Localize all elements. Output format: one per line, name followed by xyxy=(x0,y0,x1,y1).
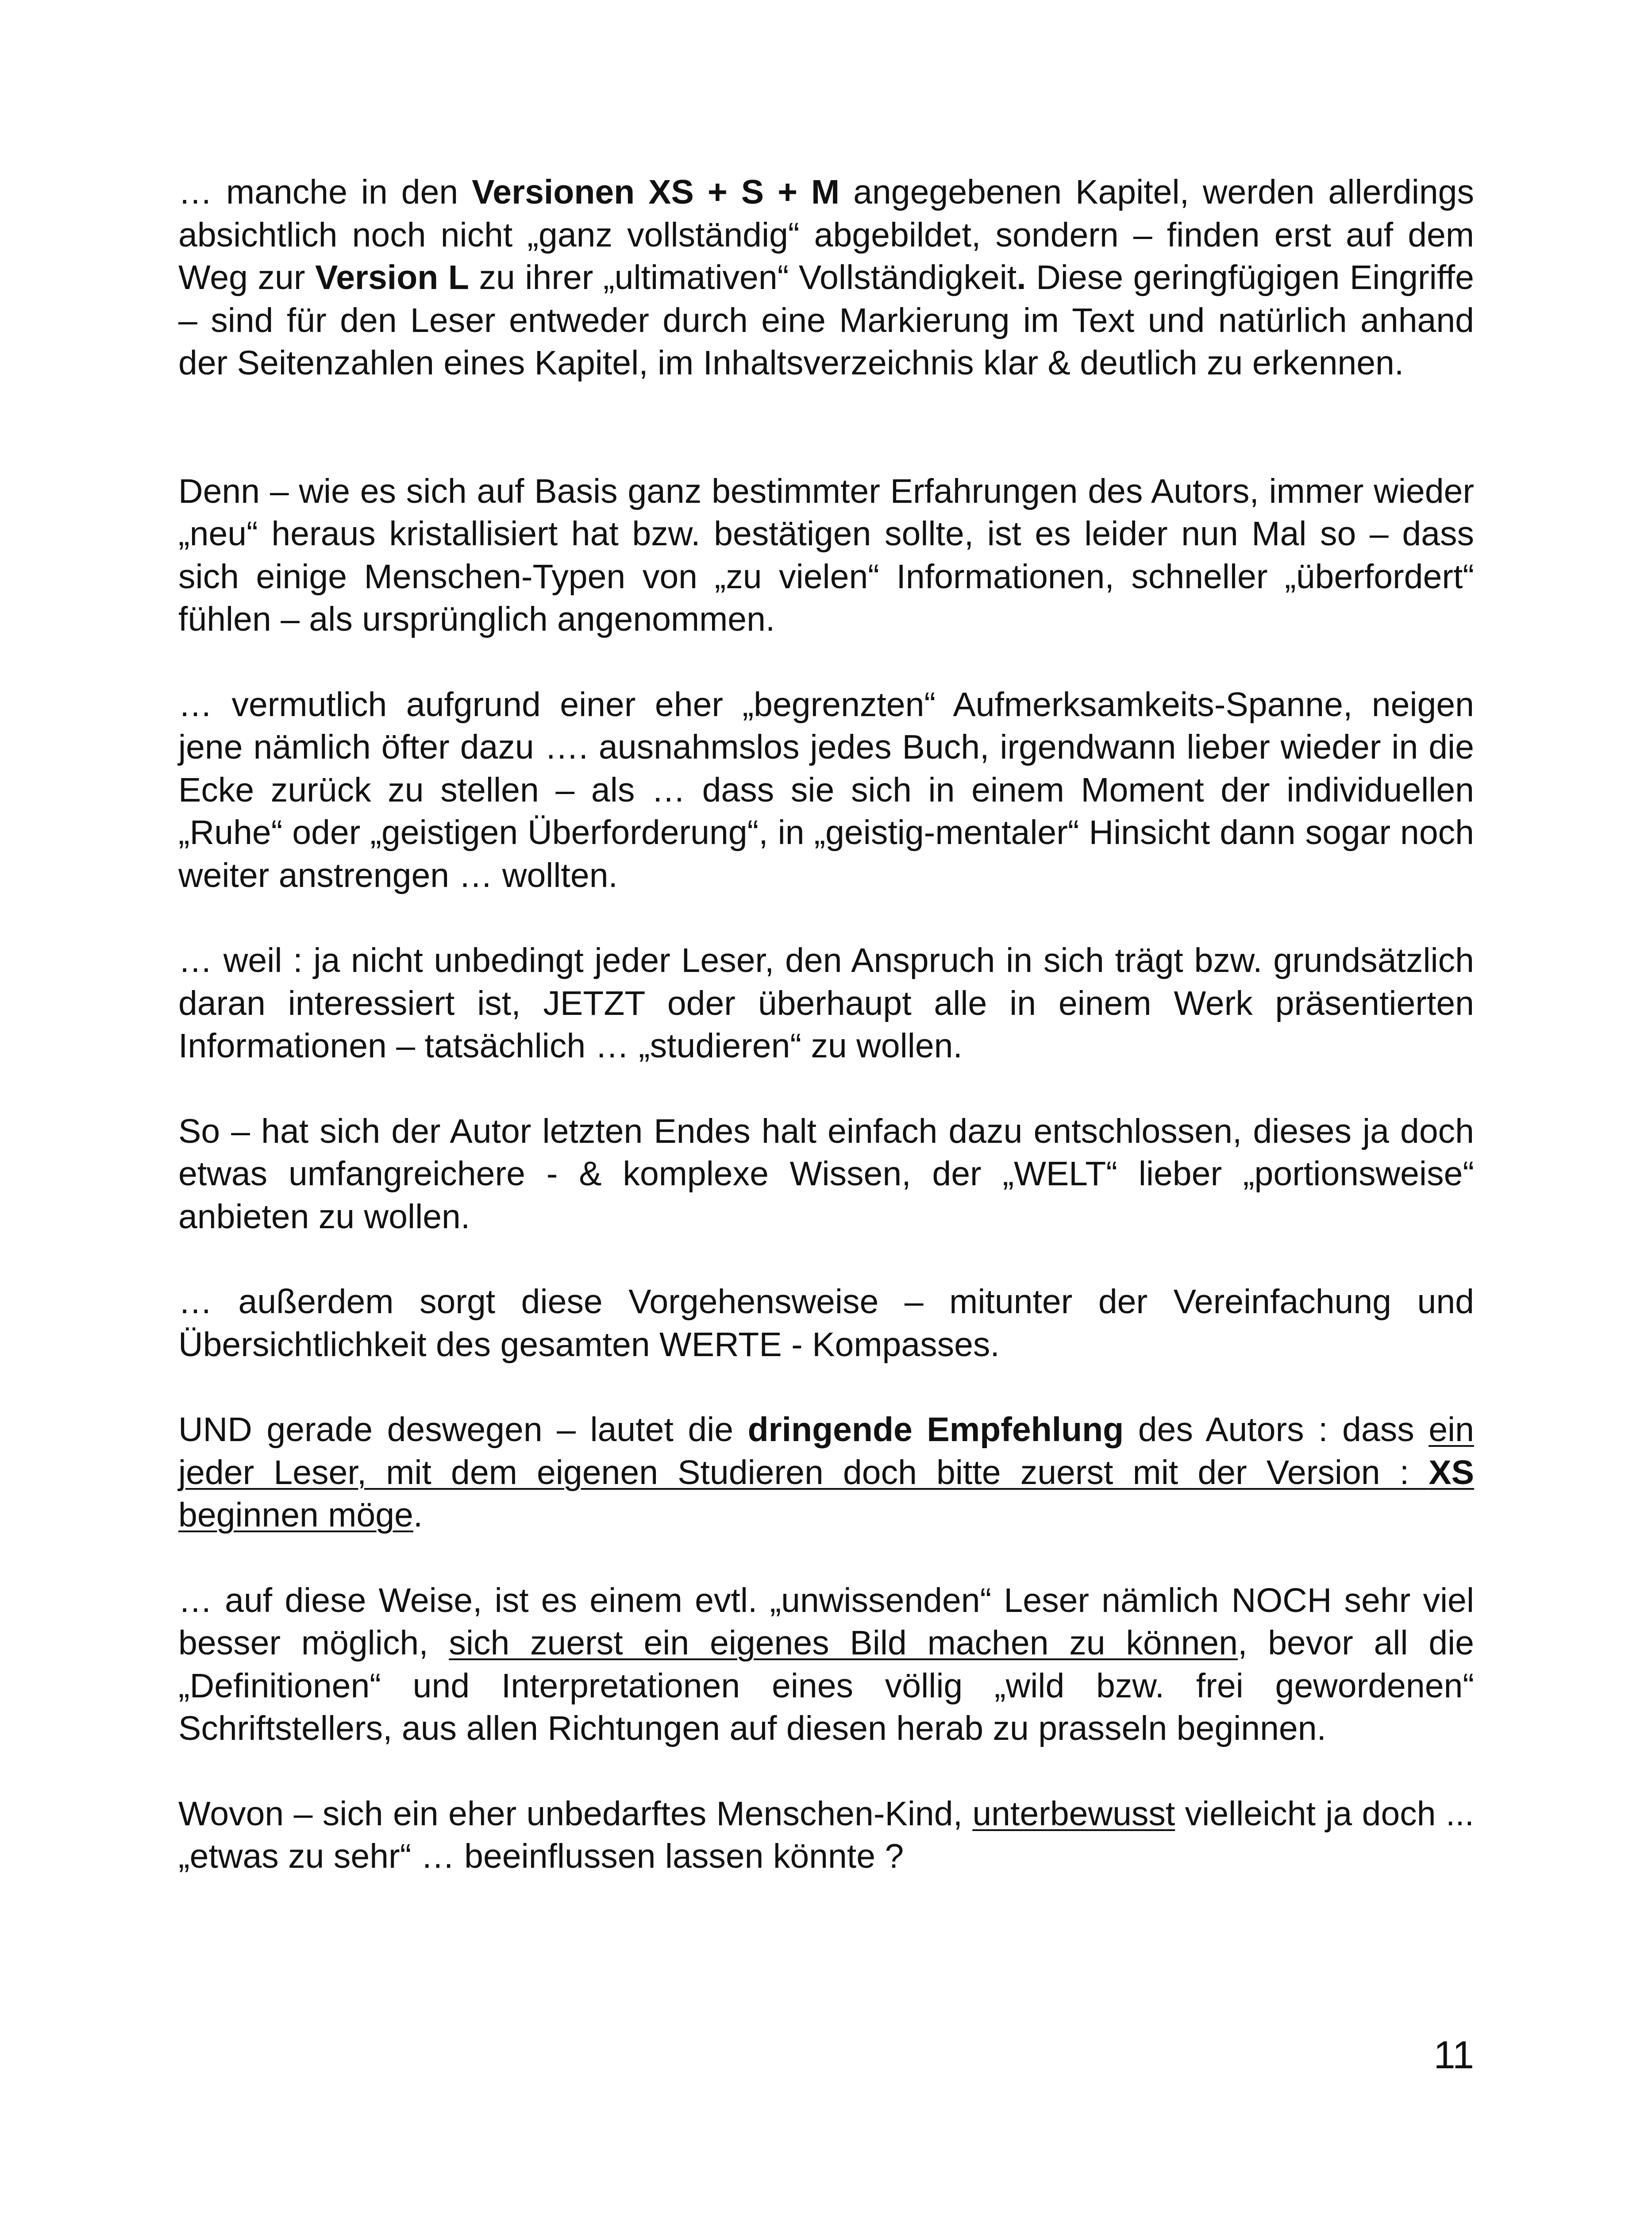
paragraph xyxy=(178,470,1474,641)
text-run: , bevor all die „Definitionen“ und Interpretationen eines völlig „wild bzw. frei gewordenen“ Schriftstellers, aus allen Richtungen auf diesen herab zu prasseln beginnen. xyxy=(178,1624,1474,1747)
bold-text: . xyxy=(1017,258,1026,297)
underlined-text: ein jeder Leser, mit dem eigenen Studieren doch bitte zuerst mit der Version : xyxy=(178,1411,1474,1492)
paragraph xyxy=(178,1793,1474,1878)
text-run: vielleicht ja doch ... „etwas zu sehr“ … beeinflussen lassen könnte ? xyxy=(178,1794,1474,1875)
paragraph xyxy=(178,1110,1474,1238)
bold-text: Version L xyxy=(315,258,469,297)
text-run: … vermutlich aufgrund einer eher „begrenzten“ Aufmerksamkeits-Spanne, neigen jene nämlich öfter dazu …. ausnahmslos jedes Buch, irgendwann lieber wieder in die Ecke zurück zu stellen – als … dass sie sich in einem Moment der individuellen „Ruhe“ oder „geistigen Überforderung“, in „geistig-mentaler“ Hinsicht dann sogar noch weiter anstrengen … wollten. xyxy=(178,685,1474,894)
paragraph xyxy=(178,1280,1474,1366)
bold-text: Versionen XS + S + M xyxy=(472,173,840,211)
text-run: angegebenen Kapitel, werden allerdings absichtlich noch nicht „ganz vollständig“ abgebildet, sondern – finden erst auf dem Weg zur xyxy=(178,173,1474,297)
text-run: So – hat sich der Autor letzten Endes halt einfach dazu entschlossen, dieses ja doch etwas umfangreichere - & komplexe Wissen, der „WELT“ lieber „portionsweise“ anbieten zu wollen. xyxy=(178,1112,1474,1236)
paragraph xyxy=(178,939,1474,1068)
bold-underlined-text xyxy=(1429,1453,1474,1492)
page-number: 11 xyxy=(1433,2033,1474,2077)
text-run: zu ihrer „ultimativen“ Vollständigkeit xyxy=(469,258,1017,297)
text-run: Denn – wie es sich auf Basis ganz bestimmter Erfahrungen des Autors, immer wieder „neu“ heraus kristallisiert hat bzw. bestätigen sollte, ist es leider nun Mal so – dass sich einige Menschen-Typen von „zu vielen“ Informationen, schneller „überfordert“ fühlen – als ursprünglich angenommen. xyxy=(178,472,1474,638)
underlined-text: unterbewusst xyxy=(972,1794,1175,1833)
text-run: … auf diese Weise, ist es einem evtl. „unwissenden“ Leser nämlich NOCH sehr viel besser möglich, xyxy=(178,1581,1474,1662)
text-run: UND gerade deswegen – lautet die xyxy=(178,1411,748,1449)
text-run: Diese geringfügigen Eingriffe – sind für den Leser entweder durch eine Markierung im Text und natürlich anhand der Seitenzahlen eines Kapitel, im Inhaltsverzeichnis klar & deutlich zu erkennen. xyxy=(178,258,1474,382)
document-body xyxy=(178,171,1474,1878)
paragraph xyxy=(178,171,1474,385)
text-run: des Autors : dass xyxy=(1124,1411,1429,1449)
underlined-text: sich zuerst ein eigenes Bild machen zu können xyxy=(449,1624,1238,1662)
underlined-text: beginnen möge xyxy=(178,1496,413,1534)
text-run: … weil : ja nicht unbedingt jeder Leser, den Anspruch in sich trägt bzw. grundsätzlich daran interessiert ist, JETZT oder überhaupt alle in einem Werk präsentierten Informationen – tatsächlich … „studieren“ zu wollen. xyxy=(178,941,1474,1065)
paragraph xyxy=(178,1579,1474,1750)
text-run: . xyxy=(413,1496,423,1534)
bold-text: dringende Empfehlung xyxy=(747,1411,1124,1449)
paragraph xyxy=(178,683,1474,897)
text-run: … außerdem sorgt diese Vorgehensweise – mitunter der Vereinfachung und Übersichtlichkeit des gesamten WERTE - Kompasses. xyxy=(178,1283,1474,1364)
text-run: … manche in den xyxy=(178,173,472,211)
bold-text: XS xyxy=(1429,1453,1474,1492)
paragraph xyxy=(178,1408,1474,1537)
text-run: Wovon – sich ein eher unbedarftes Menschen-Kind, xyxy=(178,1794,973,1833)
